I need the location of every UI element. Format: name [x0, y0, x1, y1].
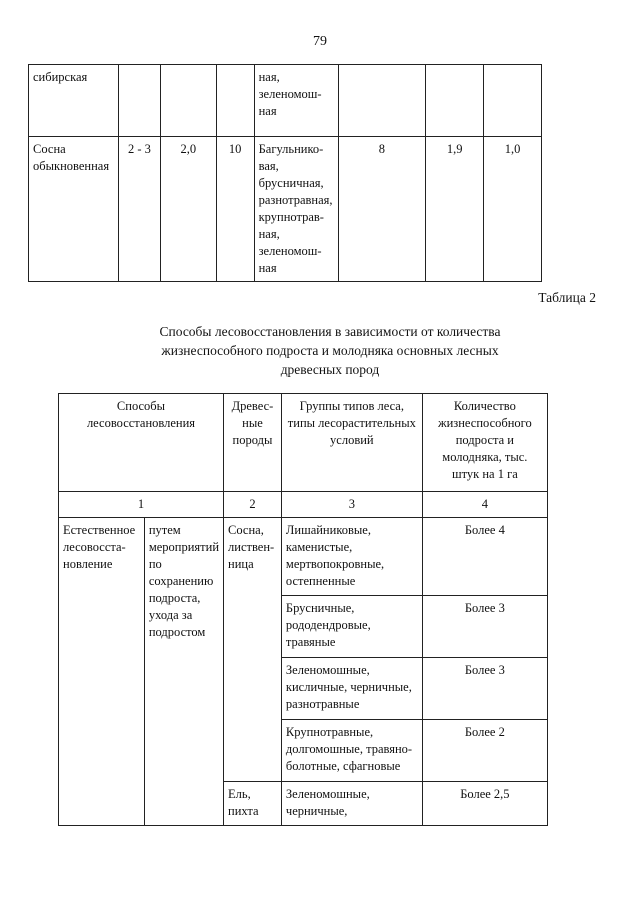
group-cell: Зеленомошные, кисличные, черничные, разнотравные	[281, 658, 422, 720]
column-number: 1	[59, 492, 224, 518]
species-spruce-fir: Ель, пихта	[224, 782, 282, 826]
table-title: Способы лесовосстановления в зависимости от количества жизнеспособного подроста и молодняка основных лесных древесных пород	[159, 324, 501, 377]
column-number: 2	[224, 492, 282, 518]
method-detail: путем мероприятий по сохранению подроста, ухода за подростом	[144, 518, 223, 826]
quantity-cell: Более 3	[422, 658, 547, 720]
table-cell	[118, 65, 160, 137]
table-cell	[160, 65, 216, 137]
table-cell	[338, 65, 426, 137]
table-cell	[216, 65, 254, 137]
quantity-cell: Более 2,5	[422, 782, 547, 826]
method-main: Естественное лесовосста- новление	[59, 518, 145, 826]
column-number: 3	[281, 492, 422, 518]
table-cell: 10	[216, 137, 254, 282]
header-groups: Группы типов леса, типы лесорастительных условий	[281, 394, 422, 492]
forest-types-cell: ная, зеленомош- ная	[254, 65, 338, 137]
column-number-row	[59, 492, 548, 518]
table-cell	[484, 65, 542, 137]
table-cell: 1,9	[426, 137, 484, 282]
table-label: Таблица 2	[538, 290, 596, 305]
header-quantity: Количество жизнеспособного подроста и молодняка, тыс. штук на 1 га	[422, 394, 547, 492]
table-row	[59, 518, 548, 596]
group-cell: Брусничные, рододендровые, травяные	[281, 596, 422, 658]
quantity-cell: Более 2	[422, 720, 547, 782]
species-pine-larch: Сосна, листвен- ница	[224, 518, 282, 782]
species-cell: Сосна обыкновенная	[29, 137, 119, 282]
column-number: 4	[422, 492, 547, 518]
forest-types-cell: Багульнико- вая, брусничная, разнотравная, крупнотрав- ная, зеленомош- ная	[254, 137, 338, 282]
table-row	[29, 65, 542, 137]
quantity-cell: Более 3	[422, 596, 547, 658]
continued-table	[28, 64, 542, 282]
header-species: Древес- ные породы	[224, 394, 282, 492]
group-cell: Крупнотравные, долгомошные, травяно- болотные, сфагновые	[281, 720, 422, 782]
table-row	[29, 137, 542, 282]
group-cell: Лишайниковые, каменистые, мертвопокровные, остепненные	[281, 518, 422, 596]
table-cell: 1,0	[484, 137, 542, 282]
page-number: 79	[313, 34, 327, 49]
table-cell: 8	[338, 137, 426, 282]
header-methods: Способы лесовосстановления	[59, 394, 224, 492]
species-cell: сибирская	[29, 65, 119, 137]
table-cell	[426, 65, 484, 137]
reforestation-table	[58, 393, 548, 826]
quantity-cell: Более 4	[422, 518, 547, 596]
header-row	[59, 394, 548, 492]
table-cell: 2,0	[160, 137, 216, 282]
group-cell: Зеленомошные, черничные,	[281, 782, 422, 826]
table-cell: 2 - 3	[118, 137, 160, 282]
